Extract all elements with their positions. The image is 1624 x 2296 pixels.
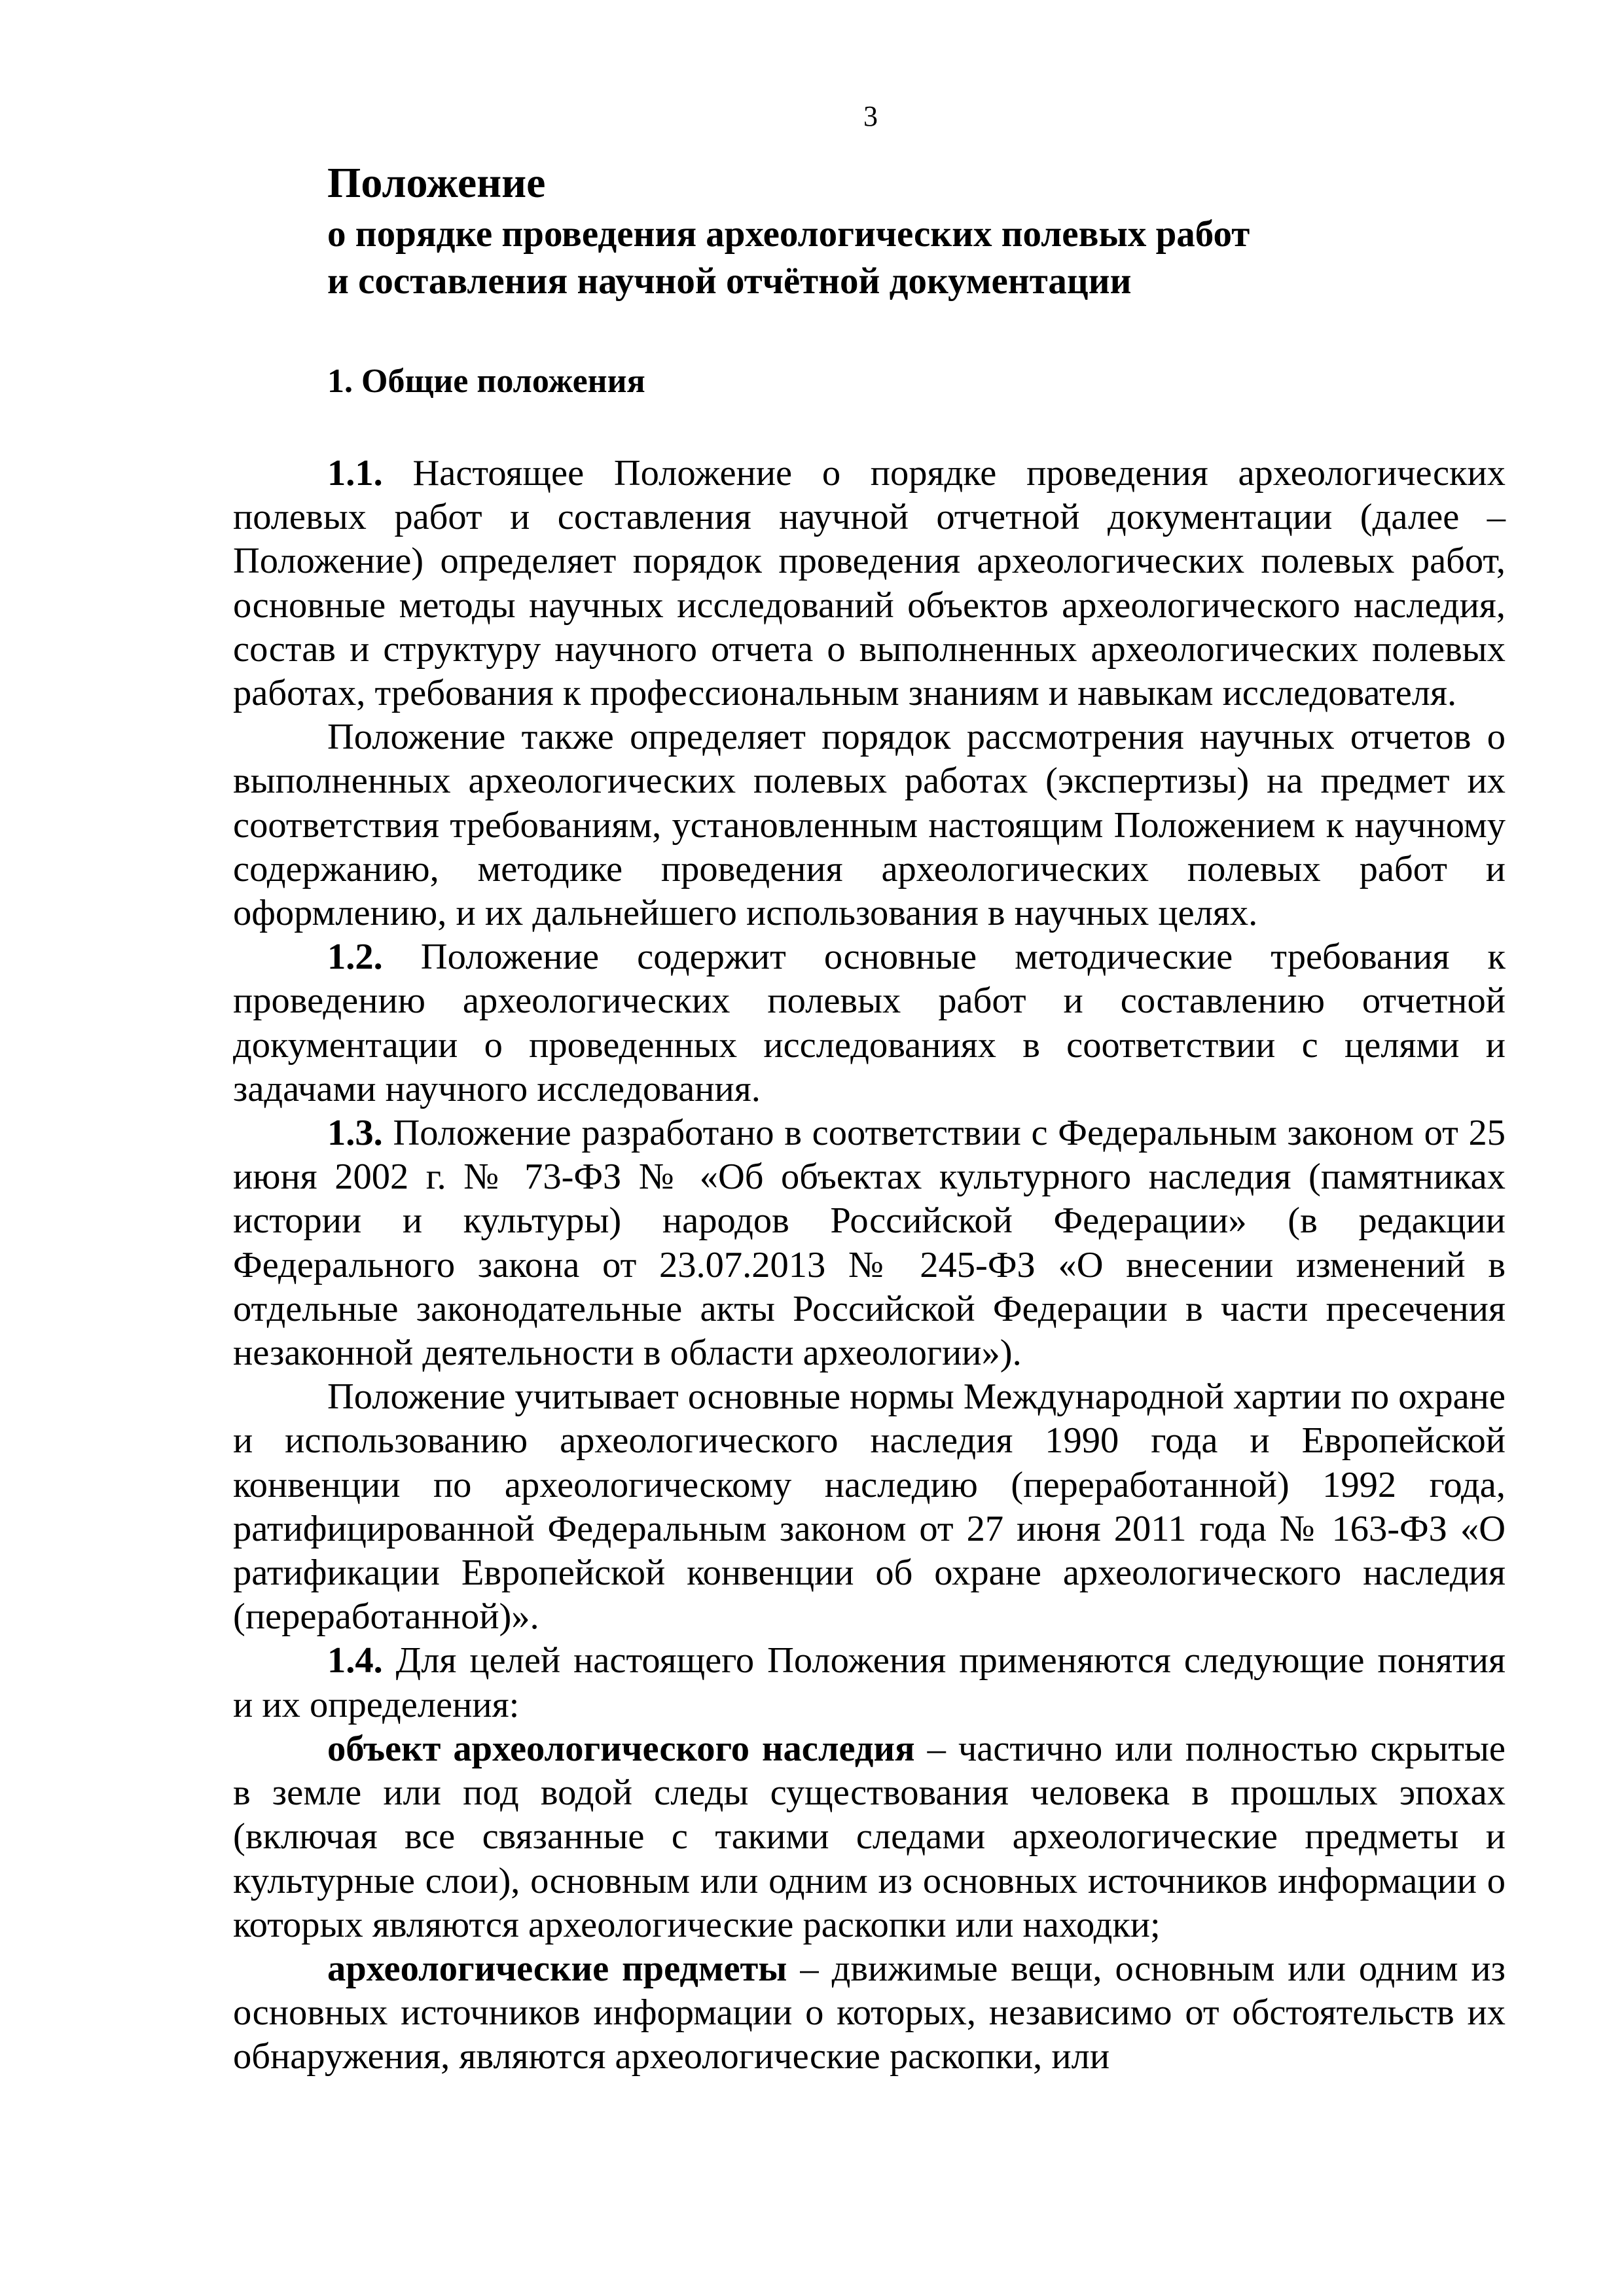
document-title — [327, 156, 1506, 305]
definition-archaeological-items — [233, 1947, 1506, 2079]
definition-archaeological-heritage-object — [233, 1727, 1506, 1947]
paragraph-1-4 — [233, 1639, 1506, 1727]
page-number: 3 — [863, 100, 878, 132]
paragraph-lead: 1.4. — [327, 1640, 383, 1681]
paragraph-text: Положение учитывает основные нормы Международной хартии по охране и использованию археологического наследия 1990 года и Европейской конвенции по археологическому наследию (переработанной) 1992 года, ратифицированной Федеральным законом от 27 июня 2011 года № 163-ФЗ «О ратификации Европейской конвенции об охране археологического наследия (переработанной)». — [233, 1376, 1506, 1638]
paragraph-lead: 1.3. — [327, 1113, 383, 1154]
paragraph-text: Настоящее Положение о порядке проведения археологических полевых работ и составления научной отчетной документации (далее – Положение) определяет порядок проведения археологических полевых работ, основные методы научных исследований объектов археологического наследия, состав и структуру научного отчета о выполненных археологических полевых работах, требования к профессиональным знаниям и навыкам исследователя. — [233, 453, 1506, 714]
body-text — [233, 452, 1506, 2079]
definition-text: – движимые вещи, основным или одним из основных источников информации о которых, независимо от обстоятельств их обнаружения, являются археологические раскопки, или — [233, 1948, 1506, 2077]
section-heading: 1. Общие положения — [327, 363, 645, 400]
definition-term: археологические предметы — [327, 1948, 787, 1989]
paragraph-1-3-continued — [233, 1375, 1506, 1639]
paragraph-1-1 — [233, 452, 1506, 715]
paragraph-text: Положение также определяет порядок рассмотрения научных отчетов о выполненных археологических полевых работах (экспертизы) на предмет их соответствия требованиям, установленным настоящим Положением к научному содержанию, методике проведения археологических полевых работ и оформлению, и их дальнейшего использования в научных целях. — [233, 717, 1506, 934]
paragraph-1-2 — [233, 935, 1506, 1111]
paragraph-1-3 — [233, 1111, 1506, 1375]
title-subtitle-line-2: и составления научной отчётной документации — [327, 260, 1132, 302]
paragraph-lead: 1.1. — [327, 453, 383, 493]
title-main: Положение — [327, 159, 546, 207]
title-subtitle-line-1: о порядке проведения археологических полевых работ — [327, 213, 1250, 255]
definition-text: – частично или полностью скрытые в земле или под водой следы существования человека в прошлых эпохах (включая все связанные с такими следами археологические предметы и культурные слои), основным или одним из основных источников информации о которых являются археологические раскопки или находки; — [233, 1728, 1506, 1945]
paragraph-text: Положение разработано в соответствии с Федеральным законом от 25 июня 2002 г. № 73-ФЗ № «Об объектах культурного наследия (памятниках истории и культуры) народов Российской Федерации» (в редакции Федерального закона от 23.07.2013 № 245-ФЗ «О внесении изменений в отдельные законодательные акты Российской Федерации в части пресечения незаконной деятельности в области археологии»). — [233, 1113, 1506, 1374]
definition-term: объект археологического наследия — [327, 1728, 915, 1769]
paragraph-lead: 1.2. — [327, 937, 383, 978]
paragraph-text: Положение содержит основные методические требования к проведению археологических полевых работ и составлению отчетной документации о проведенных исследованиях в соответствии с целями и задачами научного исследования. — [233, 937, 1506, 1109]
paragraph-text: Для целей настоящего Положения применяются следующие понятия и их определения: — [233, 1640, 1506, 1725]
paragraph-1-1-continued — [233, 715, 1506, 935]
